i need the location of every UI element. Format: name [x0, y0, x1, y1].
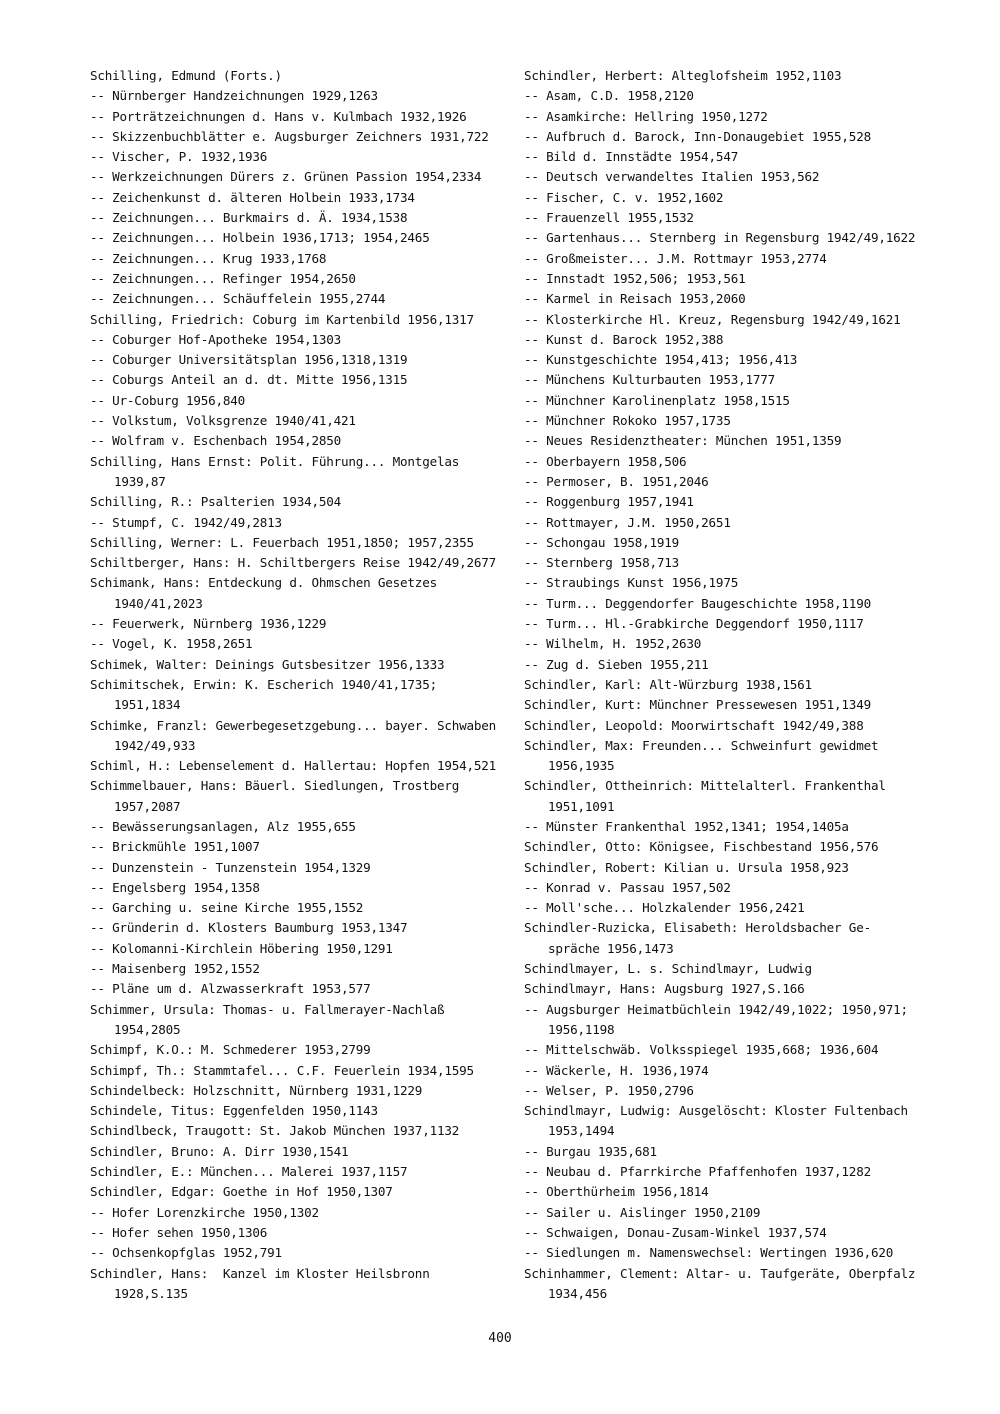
index-entry: -- Münchner Karolinenplatz 1958,1515	[524, 392, 790, 408]
index-entry-continuation: 1940/41,2023	[114, 595, 203, 611]
index-entry: -- Coburger Hof-Apotheke 1954,1303	[90, 331, 341, 347]
index-entry: -- Fischer, C. v. 1952,1602	[524, 189, 724, 205]
index-entry: -- Hofer Lorenzkirche 1950,1302	[90, 1204, 319, 1220]
index-entry: -- Wilhelm, H. 1952,2630	[524, 636, 702, 652]
index-entry: Schindler, Bruno: A. Dirr 1930,1541	[90, 1143, 349, 1159]
index-entry: -- Wäckerle, H. 1936,1974	[524, 1062, 709, 1078]
index-entry: Schimitschek, Erwin: K. Escherich 1940/41,1735;	[90, 676, 437, 692]
index-entry: -- Turm... Deggendorfer Baugeschichte 1958,1190	[524, 595, 871, 611]
index-entry: -- Kunst d. Barock 1952,388	[524, 331, 724, 347]
index-entry: -- Mittelschwäb. Volksspiegel 1935,668; 1936,604	[524, 1042, 879, 1058]
index-entry: -- Zug d. Sieben 1955,211	[524, 656, 709, 672]
index-entry: Schindler, Edgar: Goethe in Hof 1950,1307	[90, 1184, 393, 1200]
index-entry: -- Skizzenbuchblätter e. Augsburger Zeichners 1931,722	[90, 128, 489, 144]
index-entry: Schimek, Walter: Deinings Gutsbesitzer 1956,1333	[90, 656, 445, 672]
index-entry: -- Bild d. Innstädte 1954,547	[524, 149, 739, 165]
index-entry: Schilling, Werner: L. Feuerbach 1951,1850; 1957,2355	[90, 534, 474, 550]
index-entry: -- Moll'sche... Holzkalender 1956,2421	[524, 900, 805, 916]
index-entry: Schindler, Karl: Alt-Würzburg 1938,1561	[524, 676, 812, 692]
index-entry: Schimpf, Th.: Stammtafel... C.F. Feuerlein 1934,1595	[90, 1062, 474, 1078]
index-entry: -- Gartenhaus... Sternberg in Regensburg 1942/49,1622	[524, 230, 916, 246]
index-entry: -- Zeichnungen... Krug 1933,1768	[90, 250, 327, 266]
index-entry: -- Schwaigen, Donau-Zusam-Winkel 1937,574	[524, 1224, 827, 1240]
index-entry: Schilling, R.: Psalterien 1934,504	[90, 494, 341, 510]
index-entry-continuation: 1939,87	[114, 473, 166, 489]
index-entry: -- Ur-Coburg 1956,840	[90, 392, 246, 408]
index-entry: -- Maisenberg 1952,1552	[90, 961, 260, 977]
index-entry: -- Kolomanni-Kirchlein Höbering 1950,1291	[90, 940, 393, 956]
index-entry: Schimpf, K.O.: M. Schmederer 1953,2799	[90, 1042, 371, 1058]
index-entry: -- Neues Residenztheater: München 1951,1359	[524, 433, 842, 449]
index-entry: Schindlmayr, Ludwig: Ausgelöscht: Kloster Fultenbach	[524, 1103, 908, 1119]
index-entry: -- Siedlungen m. Namenswechsel: Wertingen 1936,620	[524, 1245, 894, 1261]
index-entry-continuation: 1956,1935	[548, 758, 615, 774]
index-entry: Schindler, Hans: Kanzel im Kloster Heilsbronn	[90, 1265, 430, 1281]
index-entry: -- Roggenburg 1957,1941	[524, 494, 694, 510]
index-entry: -- Aufbruch d. Barock, Inn-Donaugebiet 1955,528	[524, 128, 871, 144]
index-entry: -- Frauenzell 1955,1532	[524, 210, 694, 226]
index-entry: -- Innstadt 1952,506; 1953,561	[524, 270, 746, 286]
index-entry: -- Deutsch verwandeltes Italien 1953,562	[524, 169, 820, 185]
index-entry-continuation: 1928,S.135	[114, 1285, 188, 1301]
index-entry-continuation: 1951,1091	[548, 798, 615, 814]
index-entry: -- Schongau 1958,1919	[524, 534, 680, 550]
index-entry: -- Bewässerungsanlagen, Alz 1955,655	[90, 818, 356, 834]
index-entry: Schilling, Hans Ernst: Polit. Führung... Montgelas	[90, 453, 460, 469]
index-entry: -- Welser, P. 1950,2796	[524, 1082, 694, 1098]
index-entry: Schindler, Leopold: Moorwirtschaft 1942/49,388	[524, 717, 864, 733]
index-entry: Schindelbeck: Holzschnitt, Nürnberg 1931,1229	[90, 1082, 423, 1098]
index-entry: -- Zeichnungen... Refinger 1954,2650	[90, 270, 356, 286]
index-entry: Schindlbeck, Traugott: St. Jakob München 1937,1132	[90, 1123, 460, 1139]
index-entry: -- Engelsberg 1954,1358	[90, 879, 260, 895]
index-entry: -- Ochsenkopfglas 1952,791	[90, 1245, 282, 1261]
index-entry: Schilling, Edmund (Forts.)	[90, 68, 282, 83]
right-column	[524, 66, 924, 1304]
index-entry: -- Zeichnungen... Burkmairs d. Ä. 1934,1538	[90, 210, 408, 226]
index-entry: -- Pläne um d. Alzwasserkraft 1953,577	[90, 981, 371, 997]
index-entry: -- Karmel in Reisach 1953,2060	[524, 291, 746, 307]
index-entry: -- Vischer, P. 1932,1936	[90, 149, 268, 165]
index-entry: Schindler, Robert: Kilian u. Ursula 1958,923	[524, 859, 849, 875]
index-entry: Schindler, Max: Freunden... Schweinfurt gewidmet	[524, 737, 879, 753]
index-entry: -- Porträtzeichnungen d. Hans v. Kulmbach 1932,1926	[90, 108, 467, 124]
index-entry: -- Werkzeichnungen Dürers z. Grünen Passion 1954,2334	[90, 169, 482, 185]
index-entry: -- Turm... Hl.-Grabkirche Deggendorf 1950,1117	[524, 616, 864, 632]
index-entry: -- Feuerwerk, Nürnberg 1936,1229	[90, 616, 327, 632]
index-entry: -- Münchens Kulturbauten 1953,1777	[524, 372, 775, 388]
index-entry: -- Asamkirche: Hellring 1950,1272	[524, 108, 768, 124]
index-entry: -- Wolfram v. Eschenbach 1954,2850	[90, 433, 341, 449]
index-entry: -- Oberbayern 1958,506	[524, 453, 687, 469]
index-entry: -- Münchner Rokoko 1957,1735	[524, 413, 731, 429]
left-column	[90, 66, 510, 1304]
index-entry: -- Zeichenkunst d. älteren Holbein 1933,1734	[90, 189, 415, 205]
index-entry: -- Stumpf, C. 1942/49,2813	[90, 514, 282, 530]
index-entry: Schindler, Ottheinrich: Mittelalterl. Frankenthal	[524, 778, 886, 794]
index-entry: -- Münster Frankenthal 1952,1341; 1954,1405a	[524, 818, 849, 834]
index-entry: -- Nürnberger Handzeichnungen 1929,1263	[90, 88, 378, 104]
index-entry: Schimke, Franzl: Gewerbegesetzgebung... bayer. Schwaben	[90, 717, 497, 733]
index-entry: Schindler-Ruzicka, Elisabeth: Heroldsbacher Ge-	[524, 920, 871, 936]
index-entry: Schimmelbauer, Hans: Bäuerl. Siedlungen, Trostberg	[90, 778, 460, 794]
index-entry-continuation: 1956,1198	[548, 1021, 615, 1037]
index-entry: Schindele, Titus: Eggenfelden 1950,1143	[90, 1103, 378, 1119]
index-entry-continuation: 1934,456	[548, 1285, 608, 1301]
index-entry: Schindlmayer, L. s. Schindlmayr, Ludwig	[524, 961, 812, 977]
index-entry: -- Burgau 1935,681	[524, 1143, 657, 1159]
index-entry: -- Großmeister... J.M. Rottmayr 1953,2774	[524, 250, 827, 266]
index-entry: -- Klosterkirche Hl. Kreuz, Regensburg 1942/49,1621	[524, 311, 901, 327]
index-entry: -- Gründerin d. Klosters Baumburg 1953,1347	[90, 920, 408, 936]
index-entry: -- Kunstgeschichte 1954,413; 1956,413	[524, 352, 798, 368]
index-entry: -- Brickmühle 1951,1007	[90, 839, 260, 855]
index-entry: -- Coburger Universitätsplan 1956,1318,1319	[90, 352, 408, 368]
index-entry: Schindler, E.: München... Malerei 1937,1157	[90, 1164, 408, 1180]
index-entry-continuation: 1951,1834	[114, 697, 181, 713]
index-entry: Schindlmayr, Hans: Augsburg 1927,S.166	[524, 981, 805, 997]
index-entry: Schindler, Herbert: Alteglofsheim 1952,1103	[524, 68, 842, 83]
page-number: 400	[488, 1331, 512, 1346]
index-entry: -- Sternberg 1958,713	[524, 555, 680, 571]
index-entry: -- Dunzenstein - Tunzenstein 1954,1329	[90, 859, 371, 875]
index-entry: -- Asam, C.D. 1958,2120	[524, 88, 694, 104]
index-entry: Schindler, Otto: Königsee, Fischbestand 1956,576	[524, 839, 879, 855]
index-entry-continuation: 1957,2087	[114, 798, 181, 814]
index-entry: -- Garching u. seine Kirche 1955,1552	[90, 900, 364, 916]
index-entry: -- Zeichnungen... Holbein 1936,1713; 1954,2465	[90, 230, 430, 246]
index-entry: -- Oberthürheim 1956,1814	[524, 1184, 709, 1200]
index-entry: -- Konrad v. Passau 1957,502	[524, 879, 731, 895]
index-entry: Schilling, Friedrich: Coburg im Kartenbild 1956,1317	[90, 311, 474, 327]
index-entry: -- Sailer u. Aislinger 1950,2109	[524, 1204, 761, 1220]
index-entry: Schindler, Kurt: Münchner Pressewesen 1951,1349	[524, 697, 871, 713]
index-entry-continuation: 1954,2805	[114, 1021, 181, 1037]
index-entry: -- Rottmayer, J.M. 1950,2651	[524, 514, 731, 530]
index-entry: -- Hofer sehen 1950,1306	[90, 1224, 268, 1240]
index-entry: Schinhammer, Clement: Altar- u. Taufgeräte, Oberpfalz	[524, 1265, 916, 1281]
index-entry: -- Vogel, K. 1958,2651	[90, 636, 253, 652]
index-entry: Schimank, Hans: Entdeckung d. Ohmschen Gesetzes	[90, 575, 437, 591]
index-entry-continuation: spräche 1956,1473	[548, 940, 674, 956]
index-entry: -- Coburgs Anteil an d. dt. Mitte 1956,1315	[90, 372, 408, 388]
index-entry: -- Permoser, B. 1951,2046	[524, 473, 709, 489]
index-entry: -- Straubings Kunst 1956,1975	[524, 575, 739, 591]
index-entry: -- Volkstum, Volksgrenze 1940/41,421	[90, 413, 356, 429]
index-entry: -- Zeichnungen... Schäuffelein 1955,2744	[90, 291, 386, 307]
index-entry: Schiltberger, Hans: H. Schiltbergers Reise 1942/49,2677	[90, 555, 497, 571]
index-entry-continuation: 1942/49,933	[114, 737, 196, 753]
index-entry: -- Augsburger Heimatbüchlein 1942/49,1022; 1950,971;	[524, 1001, 908, 1017]
index-entry: Schimmer, Ursula: Thomas- u. Fallmerayer-Nachlaß	[90, 1001, 445, 1017]
index-entry: Schiml, H.: Lebenselement d. Hallertau: Hopfen 1954,521	[90, 758, 497, 774]
index-entry: -- Neubau d. Pfarrkirche Pfaffenhofen 1937,1282	[524, 1164, 871, 1180]
index-entry-continuation: 1953,1494	[548, 1123, 615, 1139]
